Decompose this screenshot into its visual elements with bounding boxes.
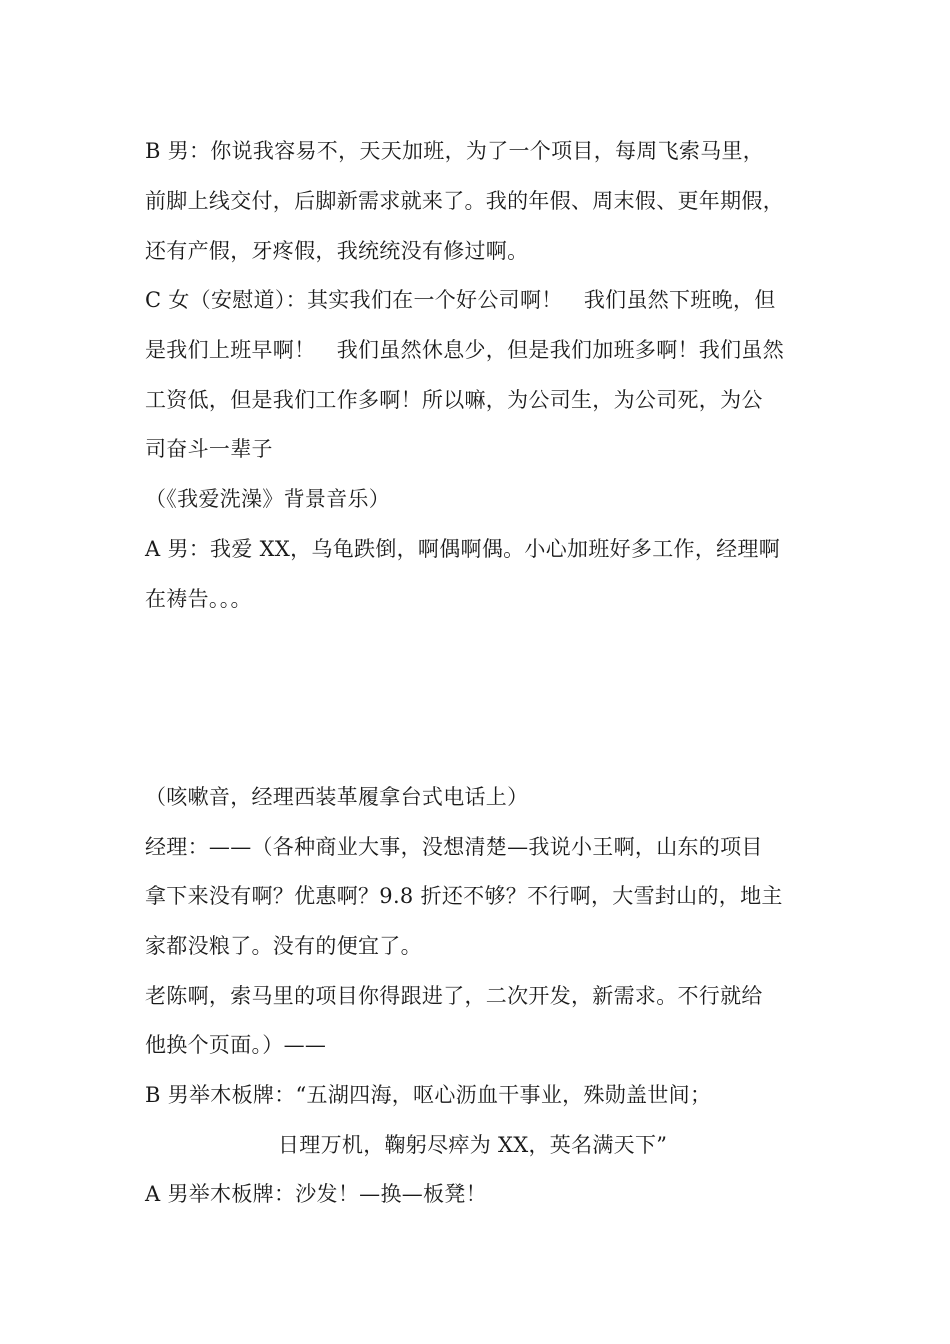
text-line-13: 拿下来没有啊？优惠啊？9.8 折还不够？不行啊，大雪封山的，地主: [145, 884, 783, 908]
text-line-10: 在祷告。。。: [145, 587, 252, 611]
text-line-2: 前脚上线交付，后脚新需求就来了。我的年假、周末假、更年期假，: [145, 189, 784, 213]
text-line-6: 工资低，但是我们工作多啊！所以嘛，为公司生，为公司死，为公: [145, 388, 763, 412]
text-line-12: 经理：——（各种商业大事，没想清楚—我说小王啊，山东的项目: [145, 835, 763, 859]
text-line-1: B 男：你说我容易不，天天加班，为了一个项目，每周飞索马里，: [145, 139, 765, 163]
text-line-18: 日理万机，鞠躬尽瘁为 XX，英名满天下”: [278, 1133, 668, 1157]
text-line-14: 家都没粮了。没有的便宜了。: [145, 934, 422, 958]
text-line-16: 他换个页面。）——: [145, 1033, 327, 1057]
text-line-17: B 男举木板牌：“五湖四海，呕心沥血干事业，殊勋盖世间；: [145, 1083, 712, 1107]
text-line-15: 老陈啊，索马里的项目你得跟进了，二次开发，新需求。不行就给: [145, 984, 763, 1008]
text-line-7: 司奋斗一辈子: [145, 437, 273, 461]
text-line-5: 是我们上班早啊！ 我们虽然休息少，但是我们加班多啊！我们虽然: [145, 338, 784, 362]
text-line-3: 还有产假，牙疼假，我统统没有修过啊。: [145, 239, 529, 263]
text-line-19: A 男举木板牌：沙发！—换—板凳！: [145, 1182, 487, 1206]
text-line-4: C 女（安慰道）：其实我们在一个好公司啊！ 我们虽然下班晚，但: [145, 288, 776, 312]
text-line-8: （《我爱洗澡》背景音乐）: [145, 487, 391, 511]
text-line-9: A 男：我爱 XX，乌龟跌倒，啊偶啊偶。小心加班好多工作，经理啊: [145, 537, 781, 561]
text-line-11: （咳嗽音，经理西装革履拿台式电话上）: [145, 785, 529, 809]
